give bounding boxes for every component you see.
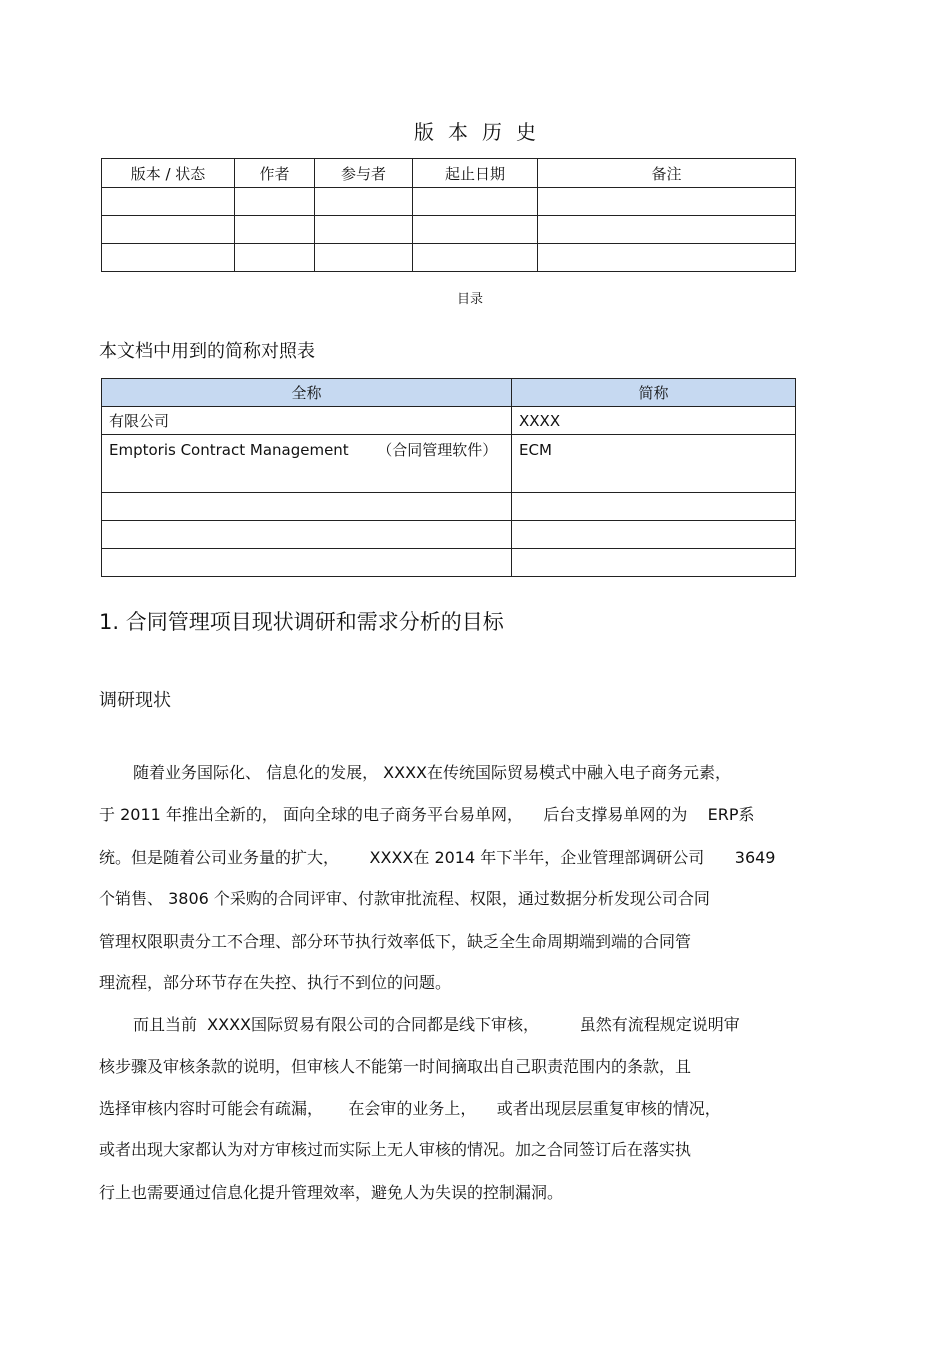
- table-cell: [235, 216, 315, 244]
- table-header-row: [102, 159, 796, 188]
- table-cell: [315, 244, 413, 272]
- table-cell: [413, 244, 538, 272]
- abbreviation-cell: [512, 521, 796, 549]
- table-row: [102, 435, 796, 493]
- paragraph-line: 核步骤及审核条款的说明，但审核人不能第一时间摘取出自己职责范围内的条款，且: [99, 1057, 692, 1076]
- table-cell: [235, 188, 315, 216]
- paragraph-line: 管理权限职责分工不合理、部分环节执行效率低下，缺乏全生命周期端到端的合同管: [99, 932, 692, 951]
- table-cell: [538, 244, 796, 272]
- table-cell: [102, 244, 235, 272]
- full-name-cell: [102, 521, 512, 549]
- table-row: [102, 549, 796, 577]
- table-cell: [315, 188, 413, 216]
- table-cell: [235, 244, 315, 272]
- version-history-table: [101, 158, 796, 272]
- column-header-version: 版本 / 状态: [102, 159, 235, 188]
- paragraph-line: 随着业务国际化、 信息化的发展， XXXX在传统国际贸易模式中融入电子商务元素，: [133, 763, 732, 782]
- paragraph-line: 选择审核内容时可能会有疏漏， 在会审的业务上， 或者出现层层重复审核的情况，: [99, 1099, 721, 1118]
- table-header-row: [102, 379, 796, 407]
- toc-label[interactable]: 目录: [456, 292, 483, 307]
- table-cell: [538, 216, 796, 244]
- column-header-abbreviation: 简称: [512, 379, 796, 407]
- table-row: [102, 493, 796, 521]
- abbreviation-cell: ECM: [512, 435, 796, 493]
- paragraph-line: 或者出现大家都认为对方审核过而实际上无人审核的情况。加之合同签订后在落实执: [99, 1140, 692, 1159]
- table-row: [102, 216, 796, 244]
- subsection-heading: 调研现状: [99, 690, 171, 711]
- abbreviation-cell: [512, 493, 796, 521]
- table-cell: [102, 216, 235, 244]
- table-cell: [315, 216, 413, 244]
- column-header-full-name: 全称: [102, 379, 512, 407]
- full-name-cell: Emptoris Contract Management （合同管理软件）: [102, 435, 512, 493]
- abbreviation-table: [101, 378, 796, 577]
- section-heading: 1. 合同管理项目现状调研和需求分析的目标: [99, 610, 504, 634]
- paragraph-line: 行上也需要通过信息化提升管理效率，避免人为失误的控制漏洞。: [99, 1183, 564, 1202]
- column-header-date-range: 起止日期: [413, 159, 538, 188]
- table-cell: [413, 188, 538, 216]
- paragraph-line: 于 2011 年推出全新的， 面向全球的电子商务平台易单网， 后台支撑易单网的为 ERP系: [99, 805, 755, 824]
- table-cell: [413, 216, 538, 244]
- table-row: [102, 244, 796, 272]
- full-name-cell: [102, 493, 512, 521]
- table-row: [102, 521, 796, 549]
- column-header-notes: 备注: [538, 159, 796, 188]
- paragraph-line: 而且当前 XXXX国际贸易有限公司的合同都是线下审核， 虽然有流程规定说明审: [133, 1015, 740, 1034]
- paragraph-line: 理流程，部分环节存在失控、执行不到位的问题。: [99, 973, 452, 992]
- paragraph-line: 个销售、 3806 个采购的合同评审、付款审批流程、权限，通过数据分析发现公司合同: [99, 889, 710, 908]
- version-history-title: 版本历史: [414, 120, 550, 144]
- abbreviation-cell: [512, 549, 796, 577]
- table-row: [102, 188, 796, 216]
- abbreviation-table-title: 本文档中用到的简称对照表: [99, 341, 315, 362]
- table-cell: [538, 188, 796, 216]
- full-name-cell: [102, 549, 512, 577]
- table-cell: [102, 188, 235, 216]
- table-row: [102, 407, 796, 435]
- paragraph-line: 统。但是随着公司业务量的扩大， XXXX在 2014 年下半年，企业管理部调研公司 3649: [99, 848, 776, 867]
- column-header-author: 作者: [235, 159, 315, 188]
- abbreviation-cell: XXXX: [512, 407, 796, 435]
- column-header-participants: 参与者: [315, 159, 413, 188]
- full-name-cell: 有限公司: [102, 407, 512, 435]
